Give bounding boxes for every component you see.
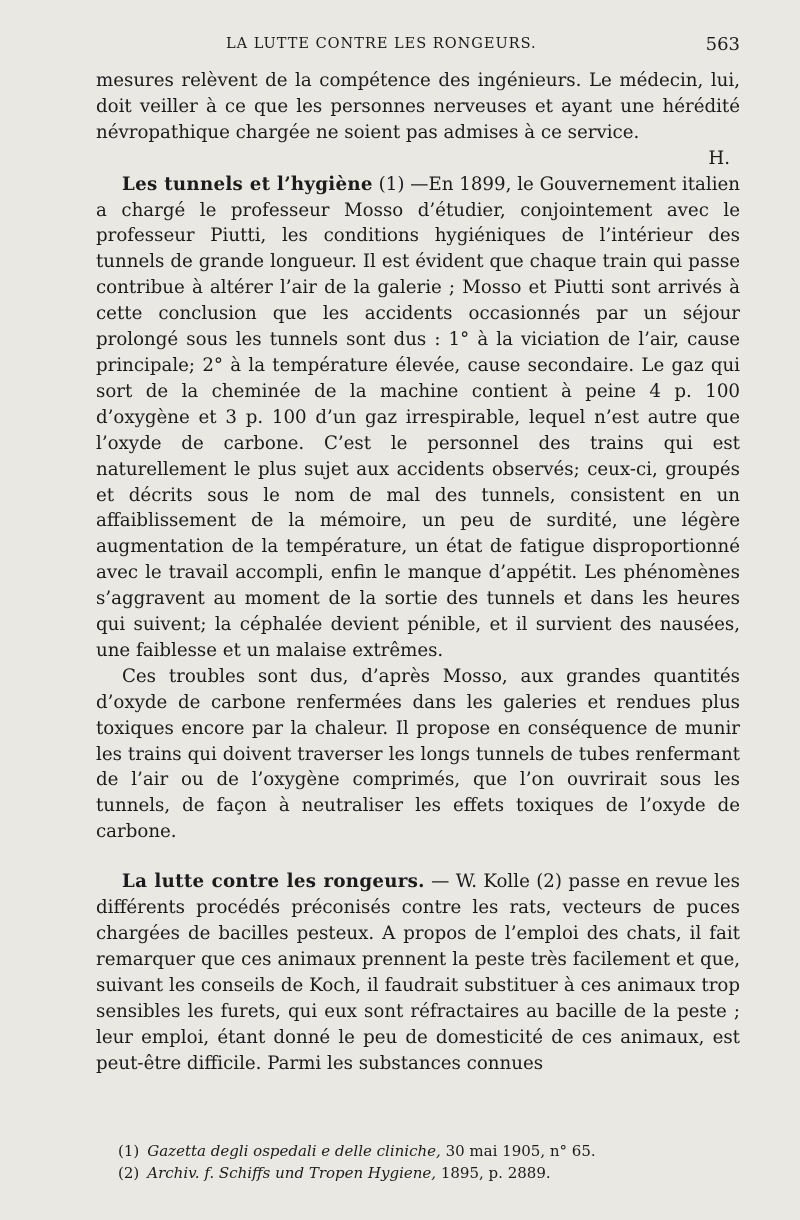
footnote bbox=[118, 1162, 740, 1184]
page-number: 563 bbox=[705, 34, 740, 55]
body-text bbox=[96, 68, 740, 1076]
footnote-detail: 30 mai 1905, n° 65. bbox=[440, 1142, 596, 1160]
footnote-source: Gazetta degli ospedali e delle cliniche, bbox=[147, 1142, 441, 1160]
footnote-mark: (1) bbox=[118, 1142, 140, 1160]
section-tunnels-text: (1) —En 1899, le Gouvernement italien a chargé le professeur Mosso d’étudier, conjointement avec le professeur Piutti, les conditions hygiéniques de l’intérieur des tunnels de grande longueur. Il est évident que chaque train qui passe contribue à altérer l’air de la galerie ; Mosso et Piutti sont arrivés à cette conclusion que les accidents occasionnés par un séjour prolongé sous les tunnels sont dus : 1° à la viciation de l’air, cause principale; 2° à la température élevée, cause secondaire. Le gaz qui sort de la cheminée de la machine contient à peine 4 p. 100 d’oxygène et 3 p. 100 d’un gaz irrespirable, lequel n’est autre que l’oxyde de carbone. C’est le personnel des trains qui est naturellement le plus sujet aux accidents observés; ceux-ci, groupés et décrits sous le nom de mal des tunnels, consistent en un affaiblissement de la mémoire, un peu de surdité, une légère augmentation de la température, un état de fatigue disproportionné avec le travail accompli, enfin le manque d’appétit. Les phénomènes s’aggravent au moment de la sortie des tunnels et dans les heures qui suivent; la céphalée devient pénible, et il survient des nausées, une faiblesse et un malaise extrêmes. bbox=[96, 173, 740, 661]
footnote-mark: (2) bbox=[118, 1164, 140, 1182]
section-tunnels-heading: Les tunnels et l’hygiène bbox=[122, 173, 373, 195]
footnote bbox=[118, 1140, 740, 1162]
footnote-detail: 1895, p. 2889. bbox=[436, 1164, 551, 1182]
footnotes bbox=[118, 1140, 740, 1184]
running-head bbox=[96, 34, 740, 58]
section-tunnels-paragraph-2: Ces troubles sont dus, d’après Mosso, aux grandes quantités d’oxyde de carbone renfermées dans les galeries et rendues plus toxiques encore par la chaleur. Il propose en conséquence de munir les trains qui doivent traverser les longs tunnels de tubes renfermant de l’air ou de l’oxygène comprimés, que l’on ouvrirait sous les tunnels, de façon à neutraliser les effets toxiques de l’oxyde de carbone. bbox=[96, 665, 740, 843]
section-gap bbox=[96, 845, 740, 869]
continued-paragraph: mesures relèvent de la compétence des ingénieurs. Le médecin, lui, doit veiller à ce que les personnes nerveuses et ayant une hérédité névropathique chargée ne soient pas admises à ce service. bbox=[96, 70, 740, 143]
section-rodents-heading: La lutte contre les rongeurs. bbox=[122, 871, 425, 893]
section-rodents-text: — W. Kolle (2) passe en revue les différents procédés préconisés contre les rats, vecteurs de puces chargées de bacilles pesteux. A propos de l’emploi des chats, il fait remarquer que ces animaux prennent la peste très facilement et que, suivant les conseils de Koch, il faudrait substituer à ces animaux trop sensibles les furets, qui eux sont réfractaires au bacille de la peste ; leur emploi, étant donné le peu de domesticité de ces animaux, est peut-être difficile. Parmi les substances connues bbox=[96, 871, 740, 1074]
footnote-source: Archiv. f. Schiffs und Tropen Hygiene, bbox=[147, 1164, 437, 1182]
section-tunnels-paragraph bbox=[96, 172, 740, 664]
author-signature: H. bbox=[708, 147, 730, 169]
running-title: LA LUTTE CONTRE LES RONGEURS. bbox=[226, 36, 537, 52]
section-rodents-paragraph bbox=[96, 869, 740, 1076]
